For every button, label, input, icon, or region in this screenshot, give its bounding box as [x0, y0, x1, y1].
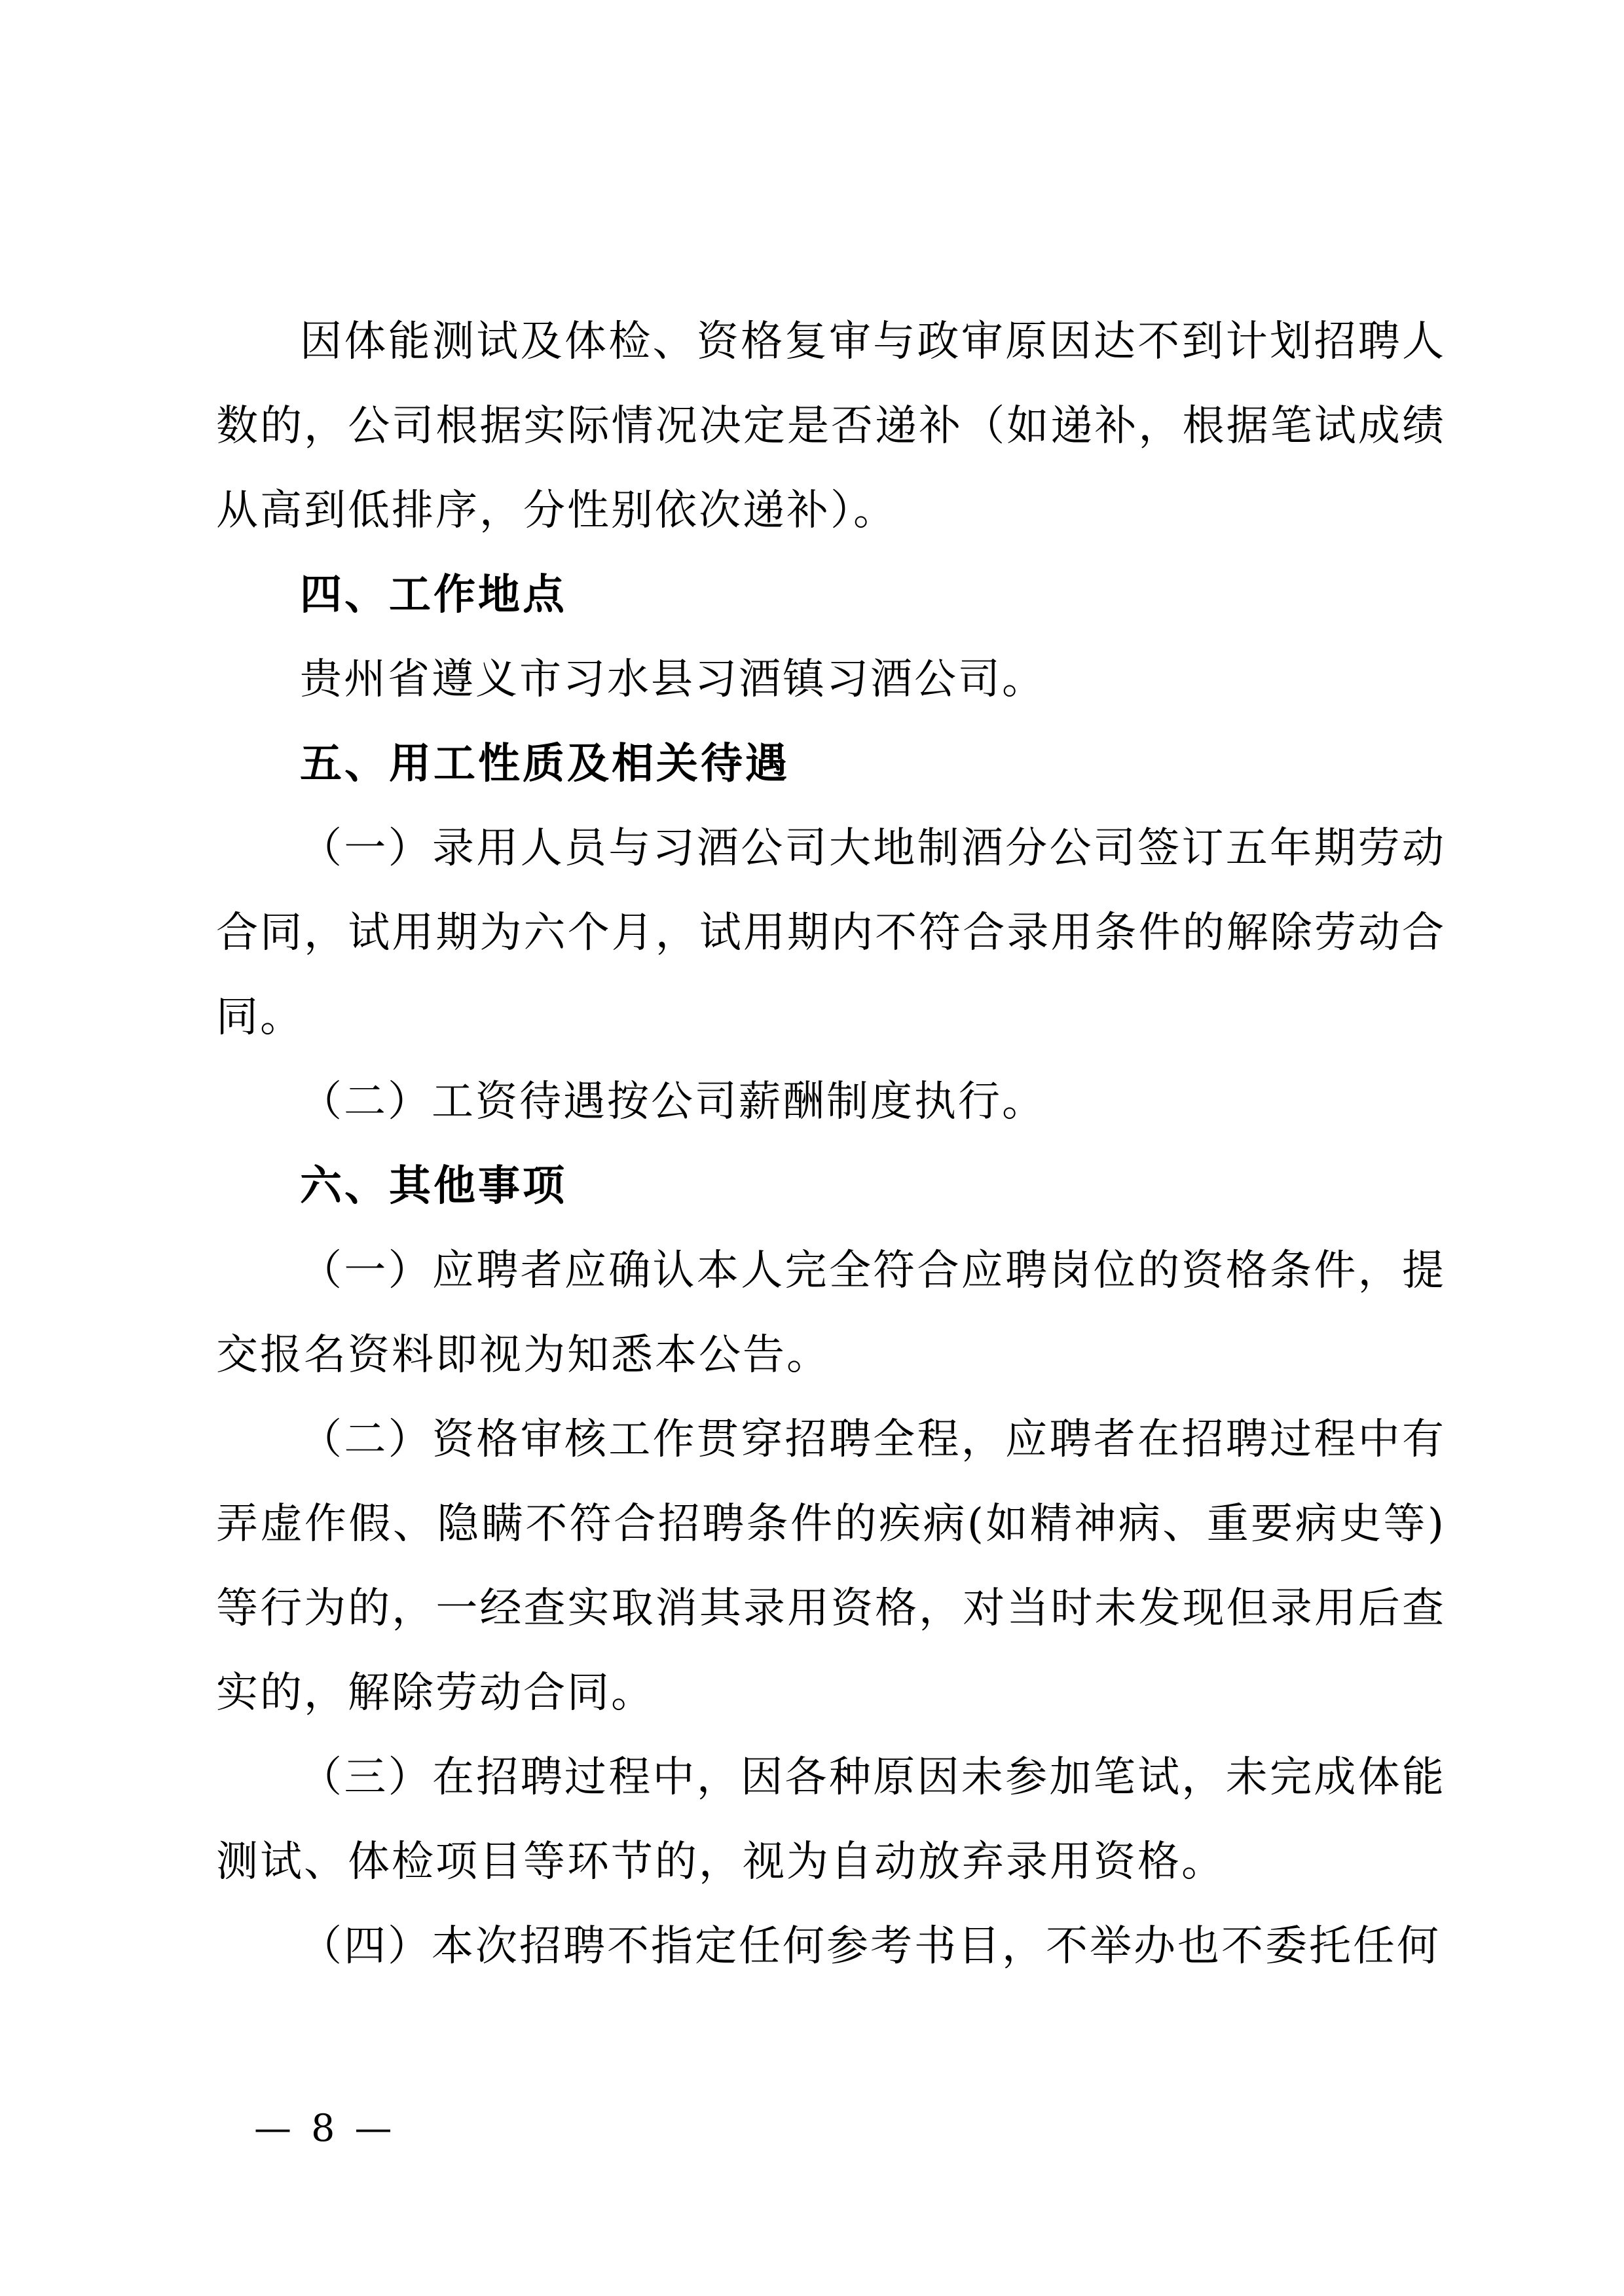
paragraph-no-reference-books: （四）本次招聘不指定任何参考书目，不举办也不委托任何 — [300, 1922, 1441, 1971]
paragraph-labor-contract: （一）录用人员与习酒公司大地制酒分公司签订五年期劳动合同，试用期为六个月，试用期内不符合录用条件的解除劳动合同。 — [216, 824, 1446, 1042]
section-heading-employment: 五、用工性质及相关待遇 — [300, 740, 790, 788]
paragraph-replacement-policy: 因体能测试及体检、资格复审与政审原因达不到计划招聘人数的，公司根据实际情况决定是否递补（如递补，根据笔试成绩从高到低排序，分性别依次递补）。 — [216, 318, 1446, 535]
paragraph-qualification-review: （二）资格审核工作贯穿招聘全程，应聘者在招聘过程中有弄虚作假、隐瞒不符合招聘条件的疾病(如精神病、重要病史等)等行为的，一经查实取消其录用资格，对当时未发现但录用后查实的，解除劳动合同。 — [216, 1415, 1446, 1717]
paragraph-eligibility-confirm: （一）应聘者应确认本人完全符合应聘岗位的资格条件，提交报名资料即视为知悉本公告。 — [216, 1247, 1446, 1379]
section-heading-other-matters: 六、其他事项 — [300, 1162, 567, 1211]
page-number: — 8 — — [254, 2107, 396, 2150]
section-heading-work-location: 四、工作地点 — [300, 571, 567, 619]
paragraph-salary: （二）工资待遇按公司薪酬制度执行。 — [300, 1078, 1046, 1126]
document-body — [216, 300, 1446, 1989]
paragraph-work-location: 贵州省遵义市习水县习酒镇习酒公司。 — [300, 655, 1046, 704]
paragraph-absence-forfeit: （三）在招聘过程中，因各种原因未参加笔试，未完成体能测试、体检项目等环节的，视为自动放弃录用资格。 — [216, 1753, 1446, 1886]
